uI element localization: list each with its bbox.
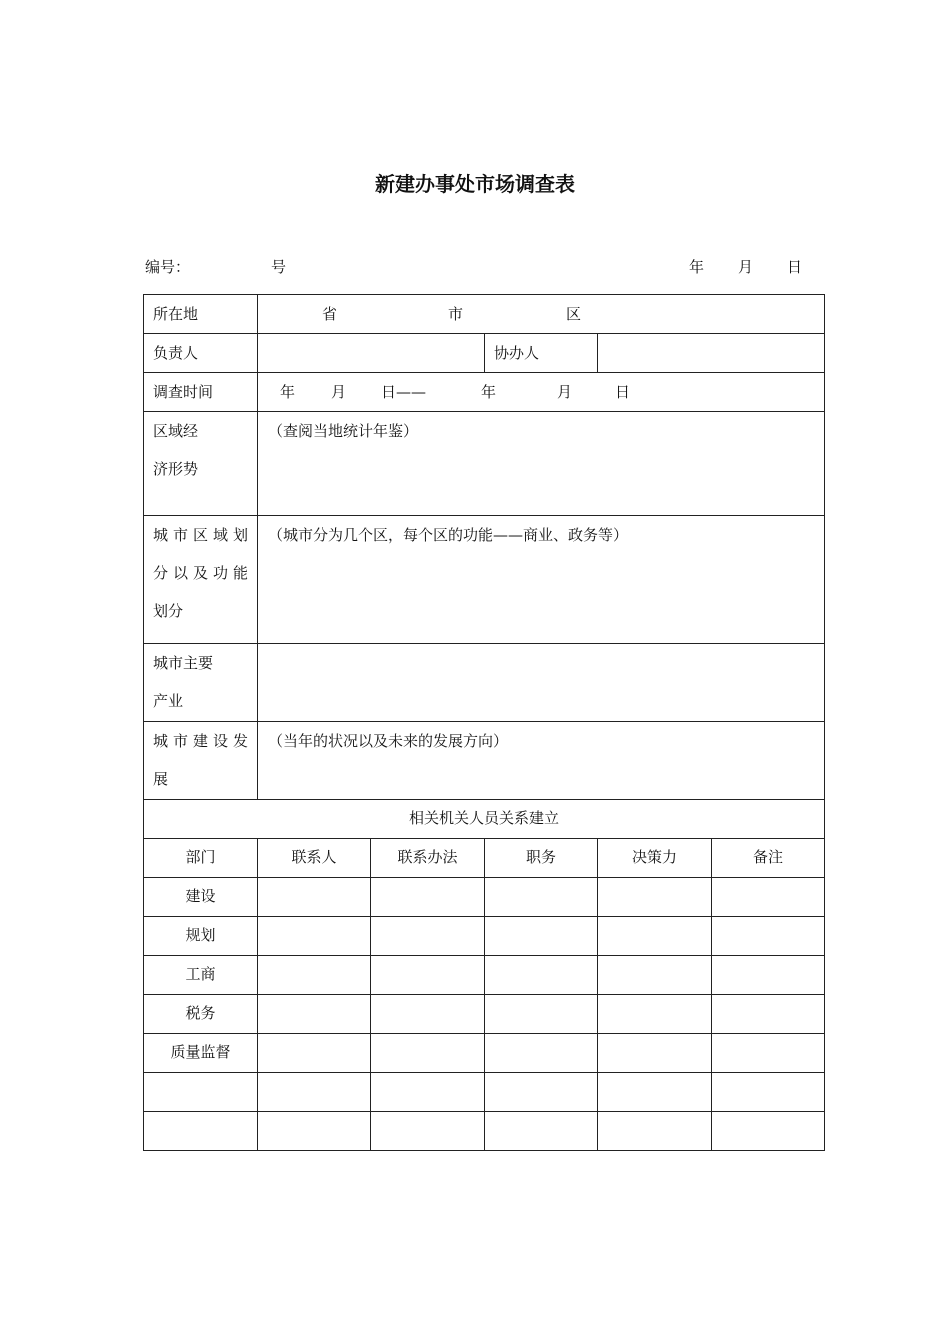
col-department: 部门	[144, 839, 258, 878]
dev-label-line2: 展	[153, 770, 169, 788]
header-date-year: 年	[689, 258, 705, 276]
dev-label-line1: 城市建设发	[153, 732, 248, 750]
position-cell[interactable]	[485, 956, 598, 995]
col-remarks: 备注	[712, 839, 825, 878]
table-row	[144, 1073, 825, 1112]
position-cell[interactable]	[485, 917, 598, 956]
remarks-cell[interactable]	[712, 1112, 825, 1151]
dev-hint: （当年的状况以及未来的发展方向）	[268, 732, 509, 750]
industry-field[interactable]	[258, 644, 825, 722]
industry-row	[144, 644, 825, 722]
manager-field[interactable]	[258, 334, 485, 373]
department-cell[interactable]	[144, 1112, 258, 1151]
department-cell: 质量监督	[144, 1034, 258, 1073]
decision-power-cell[interactable]	[598, 995, 712, 1034]
remarks-cell[interactable]	[712, 1073, 825, 1112]
table-row	[144, 878, 825, 917]
zone-label-line3: 划分	[153, 602, 184, 620]
decision-power-cell[interactable]	[598, 1073, 712, 1112]
contact-method-cell[interactable]	[371, 1112, 485, 1151]
relations-title-row	[144, 800, 825, 839]
contact-cell[interactable]	[258, 878, 371, 917]
survey-time-label: 调查时间	[144, 373, 258, 412]
econ-label-line2: 济形势	[153, 460, 199, 478]
number-label: 编号：	[145, 258, 191, 276]
contact-cell[interactable]	[258, 917, 371, 956]
zone-label	[144, 516, 258, 644]
col-contact: 联系人	[258, 839, 371, 878]
header-date-day: 日	[787, 258, 803, 276]
remarks-cell[interactable]	[712, 917, 825, 956]
decision-power-cell[interactable]	[598, 1034, 712, 1073]
contact-cell[interactable]	[258, 1034, 371, 1073]
position-cell[interactable]	[485, 1073, 598, 1112]
table-row	[144, 1034, 825, 1073]
contact-method-cell[interactable]	[371, 956, 485, 995]
industry-label-line2: 产业	[153, 692, 184, 710]
department-cell: 规划	[144, 917, 258, 956]
contact-cell[interactable]	[258, 995, 371, 1034]
econ-hint: （查阅当地统计年鉴）	[268, 422, 419, 440]
department-cell[interactable]	[144, 1073, 258, 1112]
zone-label-line1: 城市区域划	[153, 526, 248, 544]
col-decision-power: 决策力	[598, 839, 712, 878]
survey-time-year-start: 年	[280, 383, 296, 401]
col-position: 职务	[485, 839, 598, 878]
form-title: 新建办事处市场调查表	[375, 172, 575, 196]
table-row	[144, 1112, 825, 1151]
zone-label-line2: 分以及功能	[153, 564, 248, 582]
econ-row	[144, 412, 825, 516]
location-label: 所在地	[144, 295, 258, 334]
contact-cell[interactable]	[258, 1073, 371, 1112]
position-cell[interactable]	[485, 1112, 598, 1151]
remarks-cell[interactable]	[712, 956, 825, 995]
decision-power-cell[interactable]	[598, 917, 712, 956]
survey-time-year-end: 年	[481, 383, 497, 401]
location-city: 市	[448, 305, 464, 323]
remarks-cell[interactable]	[712, 1034, 825, 1073]
econ-label-line1: 区域经	[153, 422, 199, 440]
industry-label	[144, 644, 258, 722]
econ-label	[144, 412, 258, 516]
assistant-label: 协办人	[485, 334, 598, 373]
location-row	[144, 295, 825, 334]
survey-time-day-start: 日——	[381, 383, 427, 401]
remarks-cell[interactable]	[712, 878, 825, 917]
number-suffix: 号	[271, 258, 287, 276]
survey-time-row	[144, 373, 825, 412]
contact-method-cell[interactable]	[371, 1034, 485, 1073]
contact-method-cell[interactable]	[371, 917, 485, 956]
decision-power-cell[interactable]	[598, 1112, 712, 1151]
dev-field[interactable]	[258, 722, 825, 800]
assistant-field[interactable]	[598, 334, 825, 373]
contact-method-cell[interactable]	[371, 995, 485, 1034]
manager-label: 负责人	[144, 334, 258, 373]
decision-power-cell[interactable]	[598, 956, 712, 995]
table-row	[144, 956, 825, 995]
department-cell: 税务	[144, 995, 258, 1034]
location-field[interactable]	[258, 295, 825, 334]
relations-title: 相关机关人员关系建立	[144, 800, 825, 839]
survey-time-month-end: 月	[557, 383, 573, 401]
survey-time-field[interactable]	[258, 373, 825, 412]
dev-row	[144, 722, 825, 800]
industry-label-line1: 城市主要	[153, 654, 214, 672]
dev-label	[144, 722, 258, 800]
zone-field[interactable]	[258, 516, 825, 644]
position-cell[interactable]	[485, 995, 598, 1034]
econ-field[interactable]	[258, 412, 825, 516]
contact-cell[interactable]	[258, 956, 371, 995]
contact-cell[interactable]	[258, 1112, 371, 1151]
header-date	[689, 256, 802, 277]
contact-method-cell[interactable]	[371, 1073, 485, 1112]
location-province: 省	[322, 305, 338, 323]
decision-power-cell[interactable]	[598, 878, 712, 917]
position-cell[interactable]	[485, 1034, 598, 1073]
contact-method-cell[interactable]	[371, 878, 485, 917]
survey-time-month-start: 月	[331, 383, 347, 401]
relations-header-row	[144, 839, 825, 878]
remarks-cell[interactable]	[712, 995, 825, 1034]
table-row	[144, 917, 825, 956]
col-contact-method: 联系办法	[371, 839, 485, 878]
location-district: 区	[566, 305, 582, 323]
department-cell: 建设	[144, 878, 258, 917]
header-date-month: 月	[738, 258, 754, 276]
survey-time-day-end: 日	[615, 383, 631, 401]
survey-form-table	[143, 294, 825, 1151]
manager-row	[144, 334, 825, 373]
zone-row	[144, 516, 825, 644]
department-cell: 工商	[144, 956, 258, 995]
table-row	[144, 995, 825, 1034]
zone-hint: （城市分为几个区，每个区的功能——商业、政务等）	[268, 526, 629, 544]
position-cell[interactable]	[485, 878, 598, 917]
